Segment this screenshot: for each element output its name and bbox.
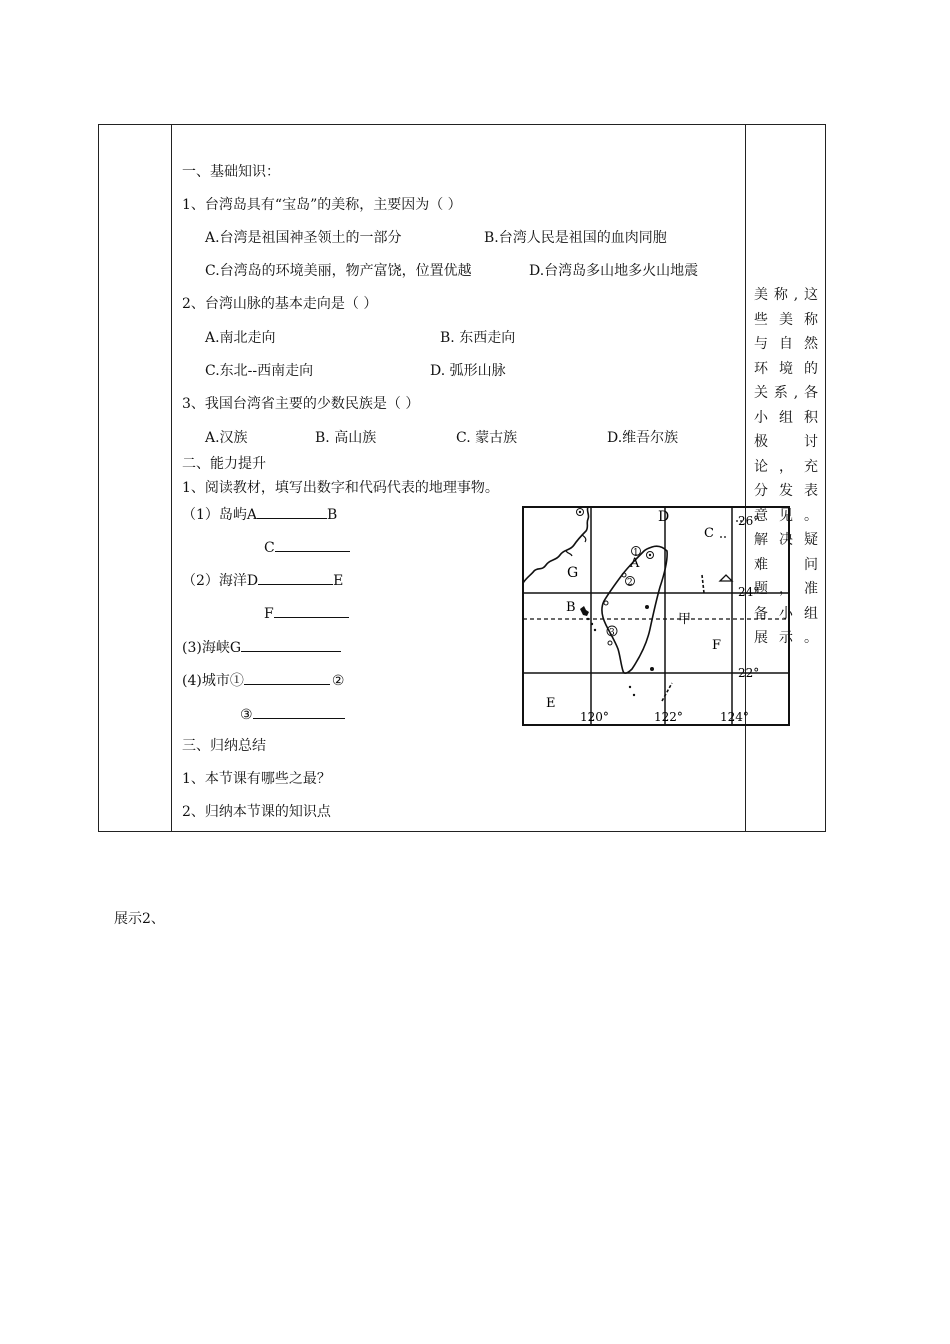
lon-label-122: 122°: [654, 710, 683, 724]
strait-g-blank[interactable]: [241, 637, 341, 652]
label-b: B: [566, 600, 576, 615]
q3-option-d: D.维吾尔族: [607, 430, 679, 446]
q1-option-a: A.台湾是祖国神圣领土的一部分: [205, 230, 402, 246]
side-note-line: 意见。: [754, 507, 818, 524]
q1-stem: 1、台湾岛具有“宝岛”的美称，主要因为（ ）: [182, 197, 462, 213]
q2-option-d: D. 弧形山脉: [430, 363, 506, 379]
q2-option-a: A.南北走向: [205, 330, 276, 346]
side-note: [754, 283, 818, 651]
side-note-line: 论，充: [754, 458, 818, 475]
section2-heading: 二、能力提升: [182, 456, 266, 472]
side-note-line: 美称,这: [754, 287, 818, 303]
islands-c-label: C: [264, 540, 275, 556]
label-g: G: [567, 565, 579, 581]
town-marker-2: [604, 601, 608, 605]
city-3-blank[interactable]: [253, 704, 345, 719]
side-note-line: 展示。: [754, 630, 818, 646]
coast-detail-1: [582, 535, 586, 542]
q2-option-c: C.东北--西南走向: [205, 363, 314, 379]
ocean-label: （2）海洋D: [182, 573, 259, 589]
side-note-line: 解决疑: [754, 532, 818, 548]
islands-row: [182, 504, 337, 524]
side-note-line: 备小组: [754, 605, 818, 622]
city-1-blank[interactable]: [244, 670, 330, 685]
q3-option-b: B. 高山族: [315, 430, 377, 446]
label-city-2: 2: [627, 578, 633, 588]
city-2-label: ②: [331, 673, 345, 689]
city-row: [182, 670, 344, 690]
section3-heading: 三、归纳总结: [182, 738, 266, 754]
side-note-line: 难 问: [754, 556, 818, 573]
section3-q1: 1、本节课有哪些之最？: [182, 771, 331, 787]
islands-c-blank[interactable]: [275, 537, 350, 552]
penghu-islands: [580, 606, 589, 616]
section1-heading: 一、基础知识：: [182, 164, 280, 180]
main-content-cell: [172, 125, 760, 831]
label-jia: 甲: [678, 612, 692, 627]
lat-label-26: 26°: [738, 514, 760, 528]
ocean-f-label: F: [264, 606, 274, 622]
strait-row: [182, 637, 341, 657]
coast-detail-2: [566, 551, 572, 556]
city-marker-1-dot: [649, 554, 651, 556]
side-note-line: 与自然: [754, 336, 818, 352]
islet-3: [594, 629, 596, 631]
q1-option-c: C.台湾岛的环境美丽，物产富饶，位置优越: [205, 263, 472, 279]
ocean-d-blank[interactable]: [258, 570, 333, 585]
q1-option-d: D.台湾岛多山地多火山地震: [529, 263, 699, 279]
side-note-cell: [747, 125, 827, 831]
city-3-row: [240, 704, 345, 724]
town-marker-3: [645, 605, 649, 609]
islet-triangle: [720, 575, 732, 581]
label-e: E: [546, 696, 556, 711]
lon-label-120: 120°: [580, 710, 609, 724]
ocean-e-label: E: [333, 573, 344, 589]
side-note-line: 小组积: [754, 409, 818, 426]
island-chain-south: [662, 683, 672, 701]
ocean-f-row: [264, 603, 349, 623]
lat-label-24: 24°: [738, 585, 760, 599]
islet-2: [591, 623, 593, 625]
side-note-line: 极 讨: [754, 434, 818, 450]
section3-q2: 2、归纳本节课的知识点: [182, 804, 331, 820]
lat-label-22: 22°: [738, 666, 760, 680]
islet-5: [633, 694, 635, 696]
side-note-line: 题，准: [754, 581, 818, 597]
city-label: (4)城市①: [182, 673, 244, 689]
islands-c-row: [264, 537, 350, 557]
q3-stem: 3、我国台湾省主要的少数民族是（ ）: [182, 396, 420, 412]
islands-label: （1）岛屿A: [182, 507, 258, 523]
islet-4: [629, 686, 631, 688]
section2-task: 1、阅读教材，填写出数字和代码代表的地理事物。: [182, 480, 499, 496]
q2-stem: 2、台湾山脉的基本走向是（ ）: [182, 296, 378, 312]
mainland-coastline: [523, 507, 589, 583]
city-marker-3: [608, 641, 612, 645]
strait-label: (3)海峡G: [182, 640, 242, 656]
islands-b-label: B: [327, 507, 338, 523]
q3-option-c: C. 蒙古族: [456, 430, 518, 446]
label-city-3: 3: [609, 628, 615, 638]
city-3-label: ③: [240, 707, 253, 723]
map-symbol-top-dot: [579, 511, 581, 513]
islands-a-blank[interactable]: [257, 504, 327, 519]
q2-option-b: B. 东西走向: [440, 330, 516, 346]
q1-option-b: B.台湾人民是祖国的血肉同胞: [484, 230, 667, 246]
side-note-line: 分发表: [754, 483, 818, 499]
side-note-line: 些美称: [754, 311, 818, 328]
label-c: C: [704, 526, 714, 541]
q3-option-a: A.汉族: [205, 430, 248, 446]
ocean-f-blank[interactable]: [274, 603, 349, 618]
label-a: A: [630, 556, 640, 571]
lesson-table: [98, 124, 826, 832]
diaoyu-islets: [702, 575, 704, 593]
label-d: D: [658, 509, 670, 525]
label-city-1: 1: [633, 548, 639, 558]
side-note-line: 环境的: [754, 360, 818, 377]
ocean-row: [182, 570, 343, 590]
lanyu-island: [650, 667, 654, 671]
side-note-line: 关系,各: [754, 385, 818, 401]
islet-1: [587, 618, 589, 620]
footer-note: 展示2、: [114, 911, 165, 927]
label-f: F: [712, 638, 722, 653]
lon-label-124: 124°: [720, 710, 749, 724]
